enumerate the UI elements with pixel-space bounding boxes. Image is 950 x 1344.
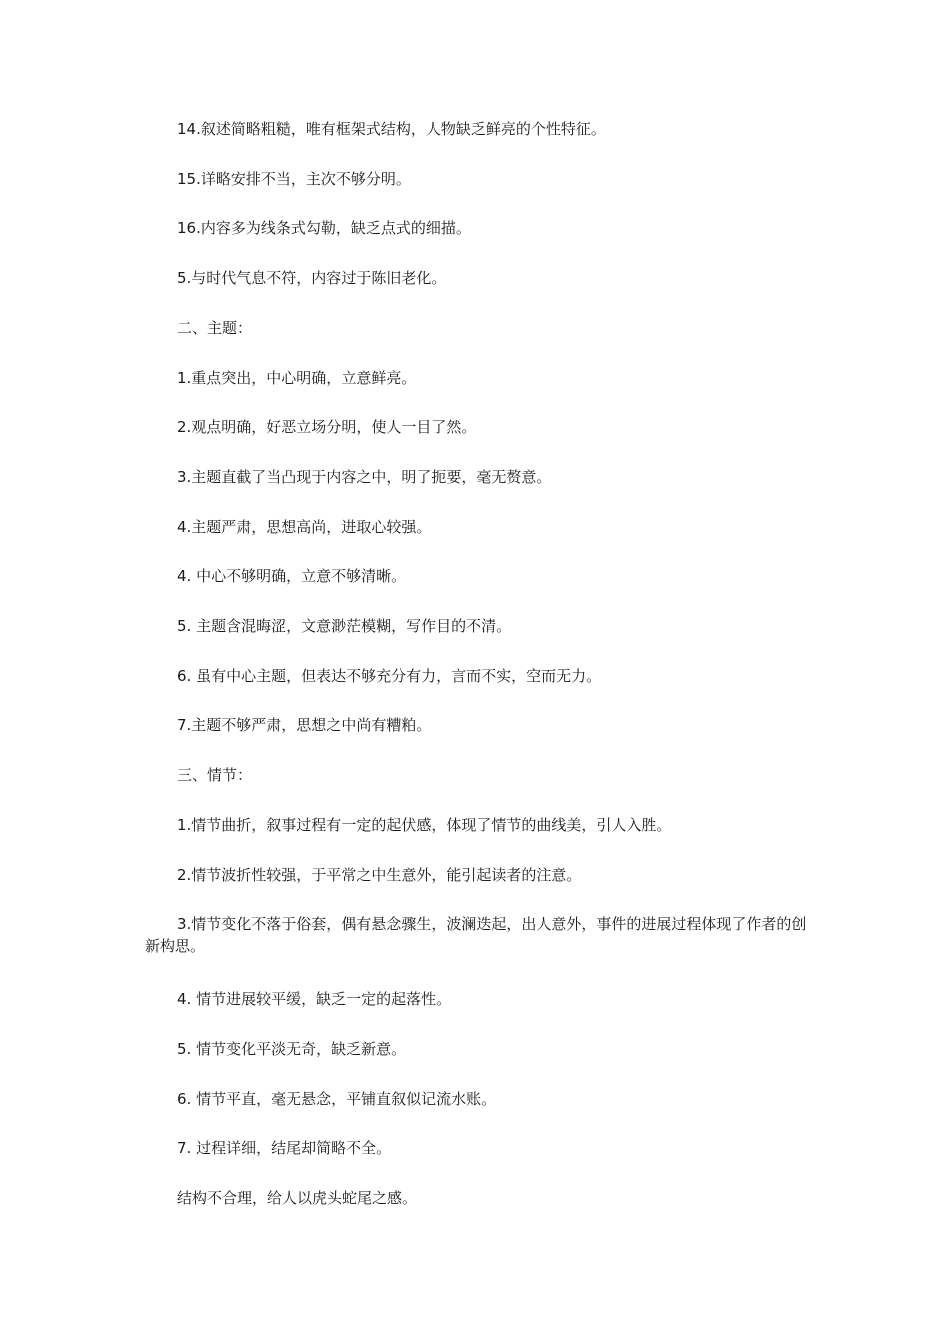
paragraph: 3.主题直截了当凸现于内容之中，明了扼要，毫无赘意。 xyxy=(177,468,552,486)
paragraph: 2.观点明确，好恶立场分明，使人一目了然。 xyxy=(177,418,477,436)
paragraph: 15.详略安排不当，主次不够分明。 xyxy=(177,170,411,188)
paragraph: 5. 主题含混晦涩，文意渺茫模糊，写作目的不清。 xyxy=(177,617,512,635)
paragraph: 4. 中心不够明确，立意不够清晰。 xyxy=(177,567,407,585)
paragraph: 4. 情节进展较平缓，缺乏一定的起落性。 xyxy=(177,990,452,1008)
paragraph: 1.重点突出，中心明确，立意鲜亮。 xyxy=(177,369,417,387)
paragraph: 6. 情节平直，毫无悬念，平铺直叙似记流水账。 xyxy=(177,1090,497,1108)
paragraph: 7.主题不够严肃，思想之中尚有糟粕。 xyxy=(177,716,432,734)
paragraph: 5. 情节变化平淡无奇，缺乏新意。 xyxy=(177,1040,407,1058)
section-heading: 二、主题： xyxy=(177,319,253,337)
paragraph: 1.情节曲折，叙事过程有一定的起伏感，体现了情节的曲线美，引人入胜。 xyxy=(177,816,672,834)
paragraph: 4.主题严肃，思想高尚，进取心较强。 xyxy=(177,518,432,536)
paragraph: 5.与时代气息不符，内容过于陈旧老化。 xyxy=(177,269,447,287)
paragraph: 16.内容多为线条式勾勒，缺乏点式的细描。 xyxy=(177,219,471,237)
paragraph: 2.情节波折性较强，于平常之中生意外，能引起读者的注意。 xyxy=(177,866,582,884)
paragraph: 结构不合理，给人以虎头蛇尾之感。 xyxy=(177,1189,418,1207)
paragraph: 14.叙述简略粗糙，唯有框架式结构，人物缺乏鲜亮的个性特征。 xyxy=(177,120,606,138)
section-heading: 三、情节： xyxy=(177,766,253,784)
paragraph: 7. 过程详细，结尾却简略不全。 xyxy=(177,1139,392,1157)
paragraph: 3.情节变化不落于俗套，偶有悬念骤生，波澜迭起，出人意外，事件的进展过程体现了作者的创新构思。 xyxy=(145,915,807,955)
paragraph: 6. 虽有中心主题，但表达不够充分有力，言而不实，空而无力。 xyxy=(177,667,602,685)
